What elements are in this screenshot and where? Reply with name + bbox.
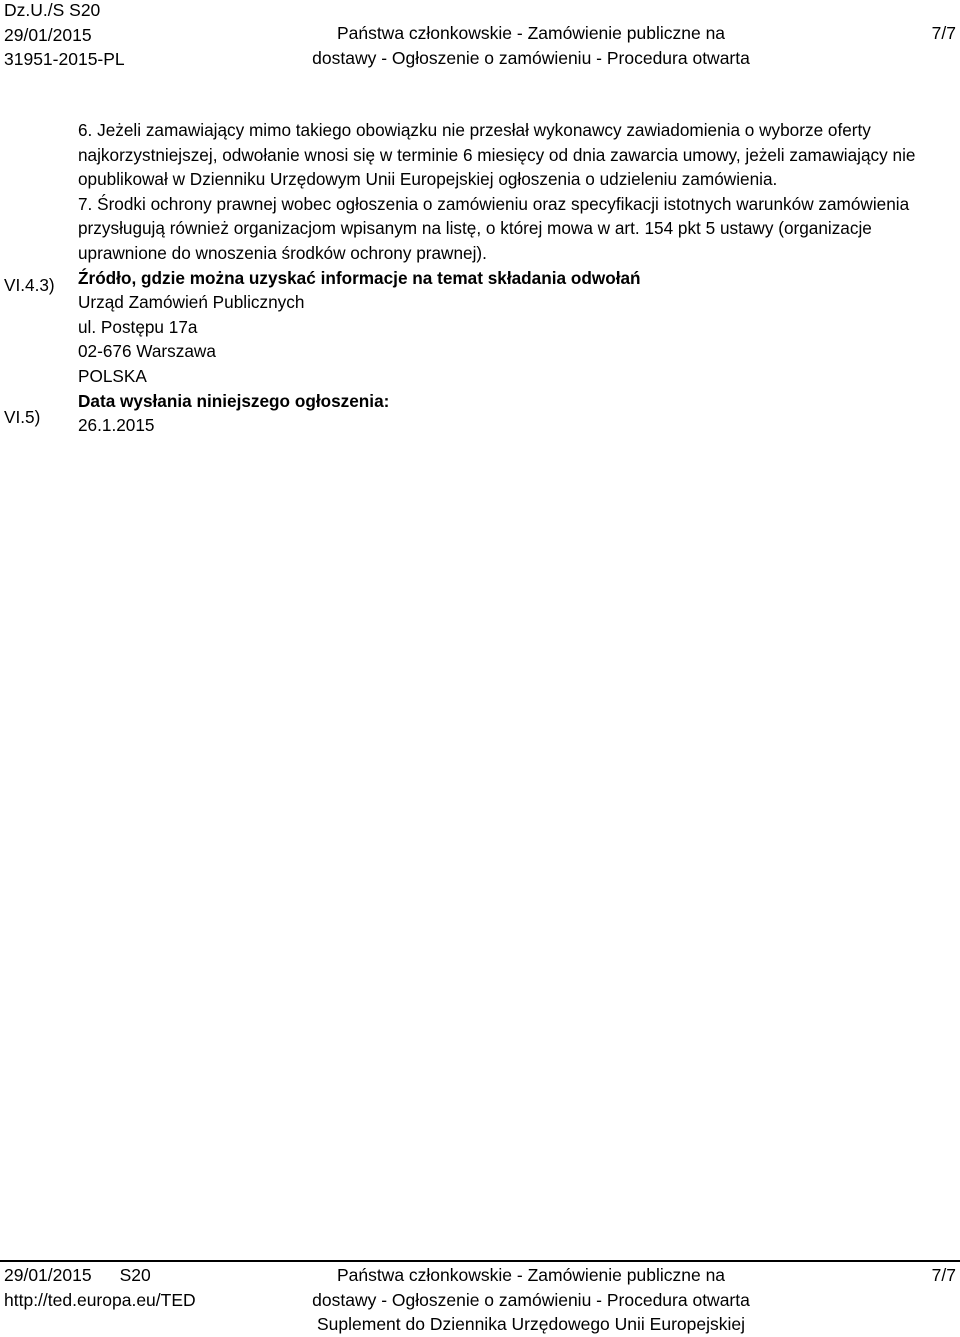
- footer-title-line1: Państwa członkowskie - Zamówienie publiczne na: [336, 1265, 726, 1285]
- header-date: 29/01/2015: [4, 24, 92, 45]
- section-label-vi5: VI.5): [4, 407, 41, 427]
- address-line: Urząd Zamówień Publicznych: [78, 292, 305, 313]
- address-line: POLSKA: [78, 365, 147, 386]
- paragraph-7: [78, 192, 948, 266]
- section-vi43-heading: Źródło, gdzie można uzyskać informacje na temat składania odwołań: [78, 267, 641, 288]
- notice-id: 31951-2015-PL: [4, 49, 125, 69]
- section-label-vi43: VI.4.3): [4, 275, 55, 295]
- header-title-block: [0, 21, 960, 70]
- section-vi5-content: [78, 389, 948, 438]
- document-body: [78, 118, 948, 438]
- section-vi43-content: [78, 266, 948, 389]
- paragraph-6-line: 6. Jeżeli zamawiający mimo takiego obowiązku nie przesłał wykonawcy zawiadomienia o wyborze oferty: [78, 120, 871, 140]
- header-title-line2: dostawy - Ogłoszenie o zamówieniu - Procedura otwarta: [312, 47, 750, 68]
- footer-title-line3: Suplement do Dziennika Urzędowego Unii Europejskiej: [316, 1314, 745, 1334]
- journal-reference: Dz.U./S S20: [4, 0, 101, 20]
- footer-title-block: [0, 1263, 960, 1337]
- footer-date: 29/01/2015: [4, 1265, 92, 1285]
- paragraph-6-line: opublikował w Dzienniku Urzędowym Unii Europejskiej ogłoszenia o udzieleniu zamówienia.: [78, 169, 778, 190]
- footer-page-number: 7/7: [931, 1265, 956, 1285]
- paragraph-6: [78, 118, 948, 192]
- footer-url: http://ted.europa.eu/TED: [4, 1289, 196, 1310]
- paragraph-7-line: 7. Środki ochrony prawnej wobec ogłoszenia o zamówieniu oraz specyfikacji istotnych warunków zamówienia: [78, 193, 910, 214]
- paragraph-6-line: najkorzystniejszej, odwołanie wnosi się w terminie 6 miesięcy od dnia zawarcia umowy, jeżeli zamawiający nie: [78, 144, 916, 165]
- address-line: ul. Postępu 17a: [78, 316, 198, 337]
- paragraph-7-line: przysługują również organizacjom wpisanym na listę, o której mowa w art. 154 pkt 5 ustawy (organizacje: [78, 218, 872, 239]
- address-line: 02-676 Warszawa: [78, 341, 216, 362]
- header-page-number: 7/7: [931, 23, 956, 43]
- footer-series: S20: [119, 1265, 151, 1285]
- dispatch-date: 26.1.2015: [78, 415, 155, 436]
- header-title-line1: Państwa członkowskie - Zamówienie publiczne na: [336, 23, 726, 43]
- paragraph-7-line: uprawnione do wnoszenia środków ochrony prawnej).: [78, 242, 487, 263]
- section-vi5-heading: Data wysłania niniejszego ogłoszenia:: [78, 390, 390, 411]
- footer-title-line2: dostawy - Ogłoszenie o zamówieniu - Procedura otwarta: [312, 1289, 750, 1310]
- footer-divider: [0, 1260, 960, 1262]
